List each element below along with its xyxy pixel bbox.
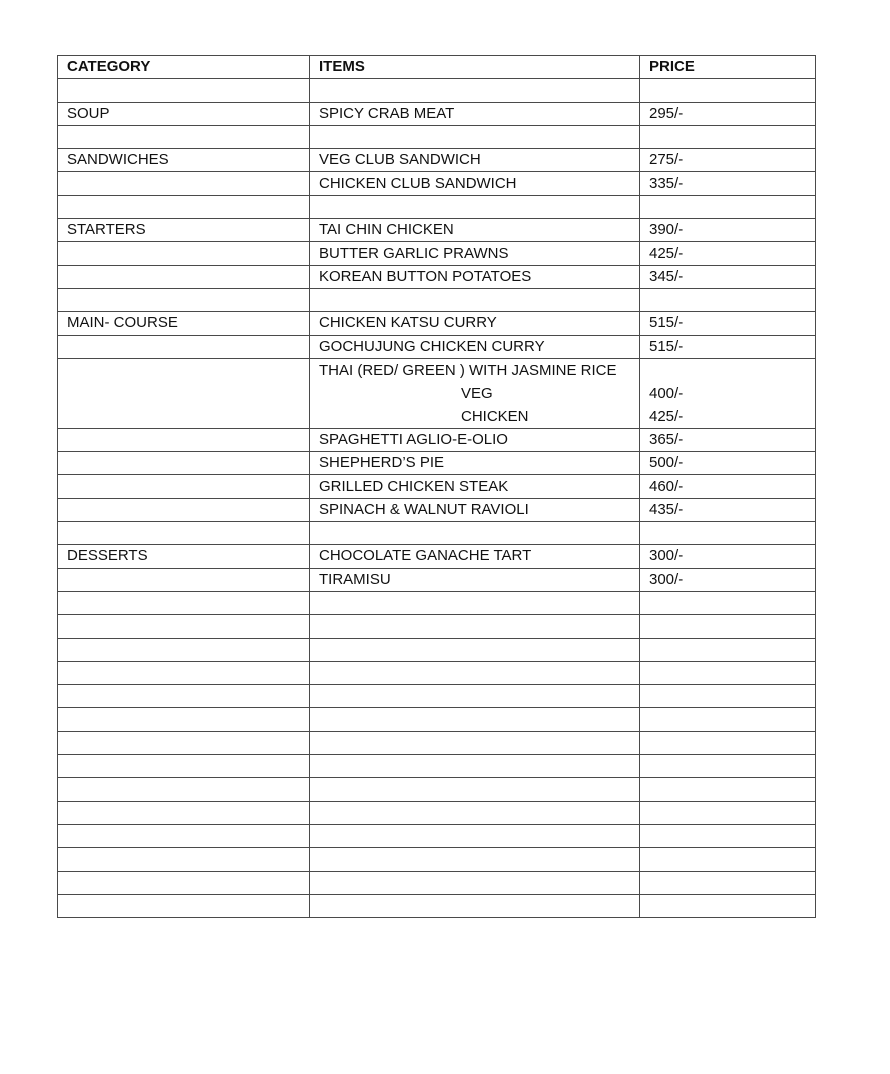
price-cell xyxy=(640,591,816,614)
table-row xyxy=(58,172,816,195)
table-row xyxy=(58,498,816,521)
table-row xyxy=(58,195,816,218)
item-cell xyxy=(310,801,640,824)
item-name: THAI (RED/ GREEN ) WITH JASMINE RICE xyxy=(319,361,617,379)
price-cell xyxy=(640,638,816,661)
category-cell xyxy=(58,242,310,265)
category-cell xyxy=(58,498,310,521)
table-row xyxy=(58,102,816,125)
item-cell xyxy=(310,731,640,754)
category-cell xyxy=(58,661,310,684)
table-row xyxy=(58,522,816,545)
price-cell xyxy=(640,125,816,148)
category-cell xyxy=(58,615,310,638)
item-cell xyxy=(310,685,640,708)
table-row xyxy=(58,778,816,801)
table-row xyxy=(58,615,816,638)
price-cell xyxy=(640,731,816,754)
subitem-name: CHICKEN xyxy=(461,407,529,425)
price-cell xyxy=(640,848,816,871)
price-cell xyxy=(640,661,816,684)
category-cell xyxy=(58,591,310,614)
item-cell xyxy=(310,125,640,148)
table-row xyxy=(58,242,816,265)
category-cell xyxy=(58,685,310,708)
item-cell: SPAGHETTI AGLIO-E-OLIO xyxy=(310,428,640,451)
category-cell xyxy=(58,288,310,311)
price-cell xyxy=(640,824,816,847)
item-cell: BUTTER GARLIC PRAWNS xyxy=(310,242,640,265)
table-row xyxy=(58,848,816,871)
price-cell xyxy=(640,522,816,545)
price-cell: 515/- xyxy=(640,335,816,358)
item-cell: SPICY CRAB MEAT xyxy=(310,102,640,125)
item-cell xyxy=(310,661,640,684)
category-cell xyxy=(58,894,310,917)
price-cell xyxy=(640,894,816,917)
item-cell xyxy=(310,894,640,917)
category-cell xyxy=(58,708,310,731)
price-cell: 295/- xyxy=(640,102,816,125)
item-cell xyxy=(310,755,640,778)
item-cell: GOCHUJUNG CHICKEN CURRY xyxy=(310,335,640,358)
item-cell xyxy=(310,79,640,102)
item-cell xyxy=(310,871,640,894)
subitem-price: 425/- xyxy=(649,407,684,425)
item-cell xyxy=(310,615,640,638)
table-row xyxy=(58,358,816,428)
price-cell xyxy=(640,358,816,428)
category-cell xyxy=(58,568,310,591)
table-row xyxy=(58,824,816,847)
menu-table xyxy=(57,55,816,918)
item-cell: CHICKEN CLUB SANDWICH xyxy=(310,172,640,195)
subitem-price: 400/- xyxy=(649,384,684,402)
category-cell xyxy=(58,358,310,428)
price-cell: 460/- xyxy=(640,475,816,498)
item-cell xyxy=(310,522,640,545)
table-row xyxy=(58,125,816,148)
table-row xyxy=(58,591,816,614)
category-column-header: CATEGORY xyxy=(58,56,310,79)
items-column-header: ITEMS xyxy=(310,56,640,79)
category-cell xyxy=(58,778,310,801)
item-cell xyxy=(310,708,640,731)
item-cell: GRILLED CHICKEN STEAK xyxy=(310,475,640,498)
category-cell xyxy=(58,522,310,545)
table-row xyxy=(58,661,816,684)
price-cell xyxy=(640,755,816,778)
table-row xyxy=(58,708,816,731)
item-cell xyxy=(310,848,640,871)
category-cell xyxy=(58,125,310,148)
category-cell xyxy=(58,871,310,894)
category-cell: SOUP xyxy=(58,102,310,125)
table-row xyxy=(58,545,816,568)
table-row xyxy=(58,801,816,824)
table-row xyxy=(58,475,816,498)
category-cell xyxy=(58,335,310,358)
price-cell xyxy=(640,778,816,801)
category-cell xyxy=(58,755,310,778)
price-cell xyxy=(640,685,816,708)
category-cell: STARTERS xyxy=(58,219,310,242)
category-cell xyxy=(58,801,310,824)
table-header-row xyxy=(58,56,816,79)
table-row xyxy=(58,265,816,288)
category-cell xyxy=(58,79,310,102)
price-cell xyxy=(640,195,816,218)
category-cell xyxy=(58,731,310,754)
table-row xyxy=(58,428,816,451)
item-cell xyxy=(310,638,640,661)
price-cell: 275/- xyxy=(640,149,816,172)
table-row xyxy=(58,79,816,102)
item-cell xyxy=(310,195,640,218)
category-cell xyxy=(58,638,310,661)
category-cell xyxy=(58,848,310,871)
item-cell: KOREAN BUTTON POTATOES xyxy=(310,265,640,288)
price-cell xyxy=(640,615,816,638)
price-cell: 345/- xyxy=(640,265,816,288)
menu-table-body xyxy=(58,79,816,918)
item-cell xyxy=(310,824,640,847)
price-cell: 335/- xyxy=(640,172,816,195)
price-cell xyxy=(640,708,816,731)
price-cell xyxy=(640,801,816,824)
table-row xyxy=(58,755,816,778)
price-cell xyxy=(640,871,816,894)
category-cell: DESSERTS xyxy=(58,545,310,568)
category-cell xyxy=(58,824,310,847)
table-row xyxy=(58,894,816,917)
table-row xyxy=(58,288,816,311)
table-row xyxy=(58,685,816,708)
table-row xyxy=(58,731,816,754)
price-cell xyxy=(640,79,816,102)
table-row xyxy=(58,312,816,335)
item-cell: TAI CHIN CHICKEN xyxy=(310,219,640,242)
item-cell: SHEPHERD’S PIE xyxy=(310,452,640,475)
table-row xyxy=(58,335,816,358)
table-row xyxy=(58,871,816,894)
price-cell: 365/- xyxy=(640,428,816,451)
price-spacer xyxy=(649,359,815,382)
table-row xyxy=(58,568,816,591)
price-cell: 390/- xyxy=(640,219,816,242)
item-cell xyxy=(310,591,640,614)
category-cell xyxy=(58,172,310,195)
item-cell xyxy=(310,778,640,801)
item-cell xyxy=(310,358,640,428)
price-cell: 425/- xyxy=(640,242,816,265)
category-cell xyxy=(58,265,310,288)
item-cell xyxy=(310,288,640,311)
price-column-header: PRICE xyxy=(640,56,816,79)
table-row xyxy=(58,452,816,475)
category-cell xyxy=(58,195,310,218)
item-cell: VEG CLUB SANDWICH xyxy=(310,149,640,172)
subitem-name: VEG xyxy=(461,384,493,402)
price-cell: 300/- xyxy=(640,568,816,591)
table-row xyxy=(58,219,816,242)
item-cell: CHOCOLATE GANACHE TART xyxy=(310,545,640,568)
price-cell: 300/- xyxy=(640,545,816,568)
price-cell: 515/- xyxy=(640,312,816,335)
category-cell xyxy=(58,475,310,498)
category-cell: SANDWICHES xyxy=(58,149,310,172)
item-cell: TIRAMISU xyxy=(310,568,640,591)
price-cell: 435/- xyxy=(640,498,816,521)
price-cell xyxy=(640,288,816,311)
table-row xyxy=(58,638,816,661)
item-cell: CHICKEN KATSU CURRY xyxy=(310,312,640,335)
category-cell xyxy=(58,452,310,475)
category-cell xyxy=(58,428,310,451)
price-cell: 500/- xyxy=(640,452,816,475)
item-cell: SPINACH & WALNUT RAVIOLI xyxy=(310,498,640,521)
table-row xyxy=(58,149,816,172)
category-cell: MAIN- COURSE xyxy=(58,312,310,335)
